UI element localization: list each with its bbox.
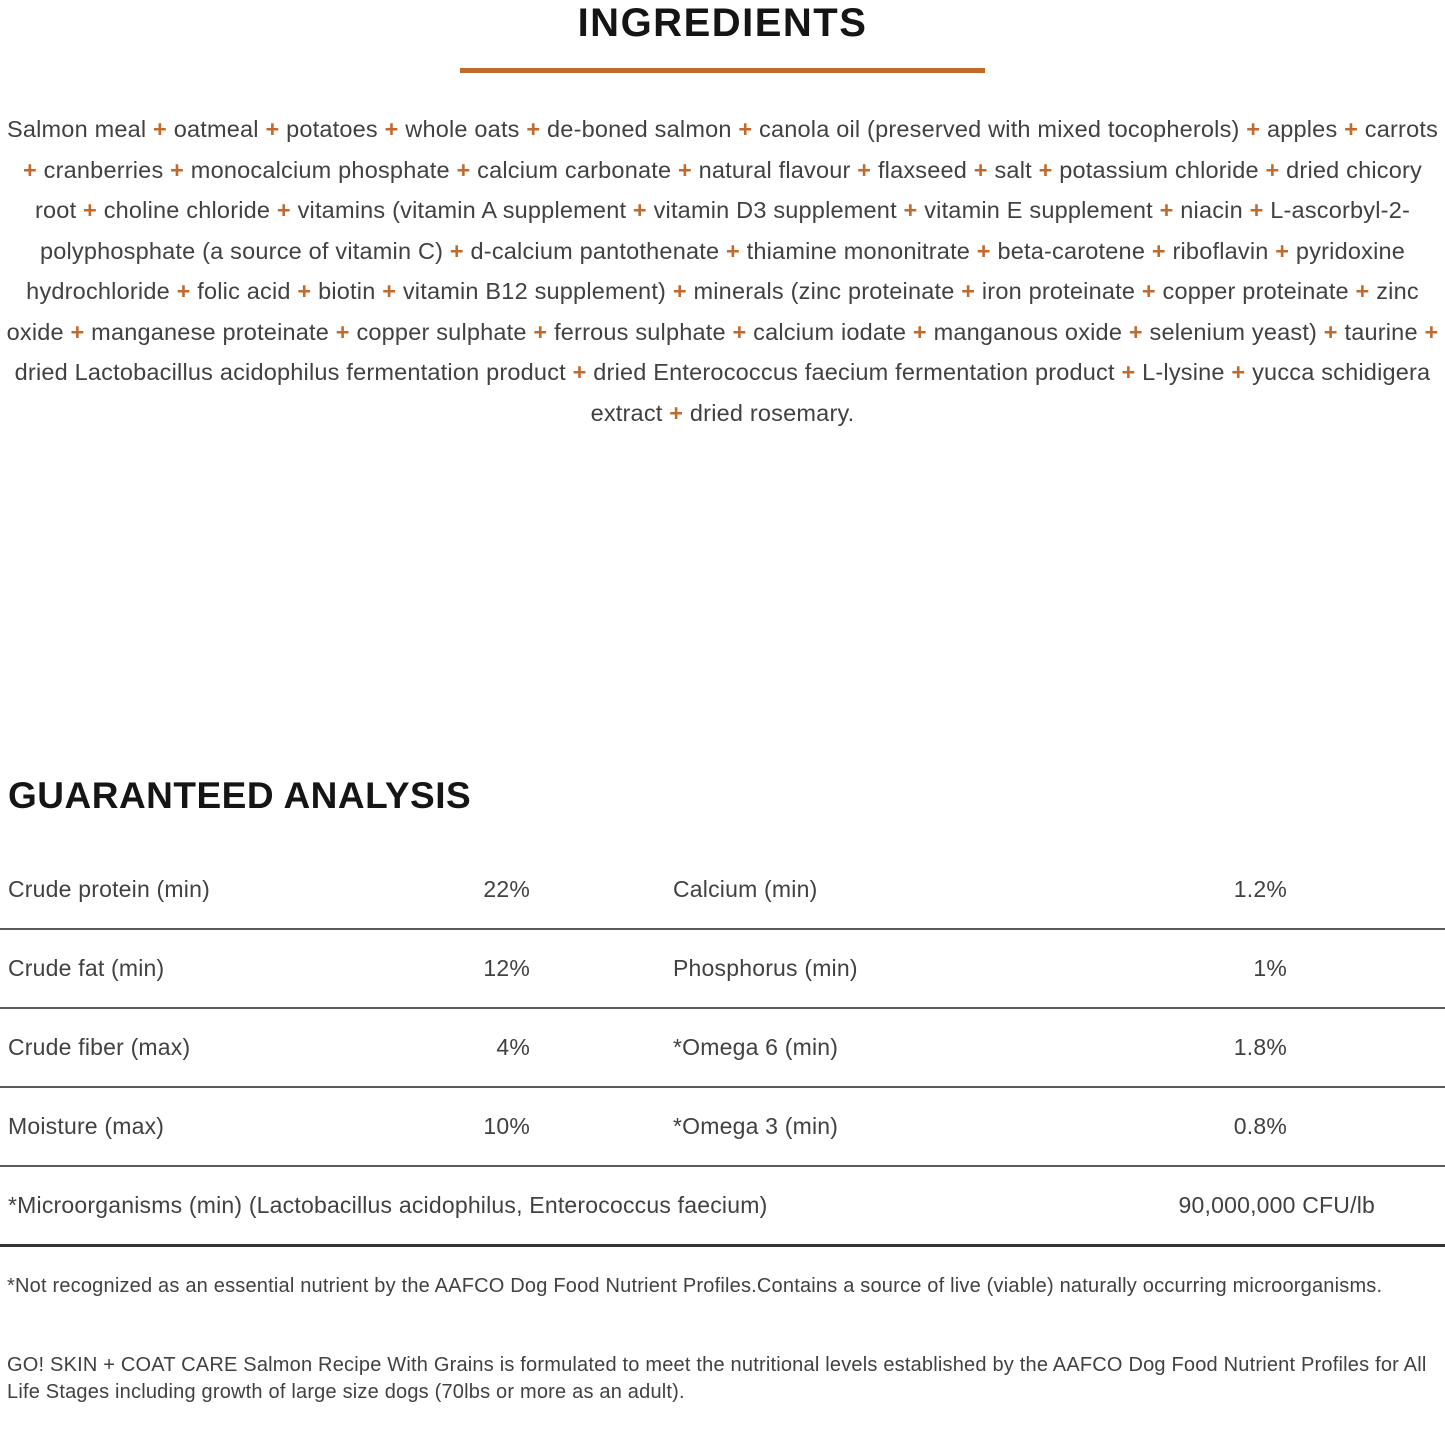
plus-separator: +	[731, 116, 760, 142]
plus-separator: +	[258, 116, 287, 142]
analysis-right-value: 1%	[1253, 955, 1287, 981]
accent-divider	[460, 68, 985, 73]
ingredients-title: INGREDIENTS	[577, 1, 868, 45]
plus-separator: +	[954, 278, 982, 304]
ingredient-item: manganese proteinate	[91, 318, 330, 345]
ingredient-item: potassium chloride	[1059, 156, 1259, 183]
ingredient-item: calcium iodate	[753, 318, 907, 345]
plus-separator: +	[270, 197, 298, 223]
ingredient-item: flaxseed	[877, 156, 968, 183]
plus-separator: +	[163, 156, 191, 183]
ingredient-item: yucca schidigera extract	[590, 359, 1431, 426]
plus-separator: +	[1239, 116, 1267, 142]
plus-separator: +	[290, 278, 319, 304]
ingredient-item: pyridoxine hydrochloride	[26, 237, 1406, 304]
ingredient-item: zinc oxide	[6, 278, 1419, 345]
plus-separator: +	[1417, 318, 1439, 345]
plus-separator: +	[449, 156, 478, 183]
plus-separator: +	[1152, 197, 1181, 223]
plus-separator: +	[1268, 237, 1296, 264]
ingredient-item: iron proteinate	[981, 278, 1136, 304]
ingredient-item: dried Lactobacillus acidophilus fermentation product	[14, 359, 566, 385]
guaranteed-analysis-table	[0, 851, 1445, 1247]
microorganisms-label: *Microorganisms (min) (Lactobacillus acidophilus, Enterococcus faecium)	[8, 1192, 768, 1218]
ingredient-item: apples	[1266, 116, 1338, 142]
ingredient-item: dried Enterococcus faecium fermentation product	[593, 359, 1115, 385]
ingredient-item: whole oats	[405, 116, 520, 142]
ingredient-item: taurine	[1344, 318, 1418, 345]
analysis-left-label: Crude fiber (max)	[8, 1034, 191, 1060]
ingredient-item: beta-carotene	[997, 237, 1146, 264]
guaranteed-analysis-title: GUARANTEED ANALYSIS	[8, 775, 472, 816]
ingredient-item: ferrous sulphate	[554, 318, 726, 345]
footnote-formulation: GO! SKIN + COAT CARE Salmon Recipe With Grains is formulated to meet the nutritional levels established by the AAFCO Dog Food Nutrient Profiles for All Life Stages including growth of large size dogs (70lbs or more as an adult).	[7, 1353, 1427, 1403]
plus-separator: +	[169, 278, 198, 304]
plus-separator: +	[626, 197, 654, 223]
plus-separator: +	[1145, 237, 1173, 264]
plus-separator: +	[1135, 278, 1163, 304]
analysis-row	[0, 1009, 1445, 1088]
ingredient-item: potatoes	[286, 116, 378, 142]
plus-separator: +	[329, 318, 357, 345]
analysis-row	[0, 851, 1445, 930]
plus-separator: +	[970, 237, 998, 264]
analysis-row	[0, 930, 1445, 1009]
analysis-left-label: Crude fat (min)	[8, 955, 165, 981]
footnote-aafco-nutrient: *Not recognized as an essential nutrient by the AAFCO Dog Food Nutrient Profiles.Contains a source of live (viable) naturally occurring microorganisms.	[7, 1275, 1383, 1297]
ingredient-item: vitamins (vitamin A supplement	[297, 197, 627, 223]
ingredient-item: folic acid	[197, 278, 291, 304]
ingredient-item: carrots	[1364, 116, 1439, 142]
analysis-left-label: Moisture (max)	[8, 1113, 165, 1139]
plus-separator: +	[1317, 318, 1345, 345]
plus-separator: +	[23, 156, 44, 183]
ingredient-item: L-lysine	[1142, 359, 1225, 385]
plus-separator: +	[1258, 156, 1287, 183]
analysis-right-value: 1.8%	[1233, 1034, 1287, 1060]
ingredient-item: oatmeal	[173, 116, 259, 142]
plus-separator: +	[896, 197, 925, 223]
analysis-left-label: Crude protein (min)	[8, 876, 210, 902]
plus-separator: +	[1224, 359, 1253, 385]
ingredient-item: calcium carbonate	[477, 156, 672, 183]
analysis-left-value: 12%	[483, 955, 530, 981]
analysis-right-label: Calcium (min)	[673, 876, 818, 902]
plus-separator: +	[76, 197, 104, 223]
plus-separator: +	[1114, 359, 1143, 385]
analysis-right-label: Phosphorus (min)	[673, 955, 858, 981]
ingredients-paragraph	[0, 109, 1445, 433]
plus-separator: +	[725, 318, 754, 345]
ingredient-item: vitamin B12 supplement)	[402, 278, 667, 304]
analysis-right-value: 1.2%	[1233, 876, 1287, 902]
ingredient-item: natural flavour	[698, 156, 851, 183]
analysis-right-label: *Omega 3 (min)	[673, 1113, 839, 1139]
plus-separator: +	[377, 116, 406, 142]
ingredient-item: thiamine mononitrate	[746, 237, 971, 264]
ingredient-item: vitamin D3 supplement	[653, 197, 897, 223]
plus-separator: +	[850, 156, 878, 183]
ingredient-item: de-boned salmon	[547, 116, 732, 142]
plus-separator: +	[443, 237, 471, 264]
microorganisms-value: 90,000,000 CFU/lb	[1178, 1192, 1375, 1218]
ingredient-item: riboflavin	[1172, 237, 1269, 264]
plus-separator: +	[526, 318, 555, 345]
ingredient-item: dried chicory root	[35, 156, 1422, 223]
ingredient-item: monocalcium phosphate	[190, 156, 450, 183]
ingredient-item: copper sulphate	[356, 318, 527, 345]
analysis-right-label: *Omega 6 (min)	[673, 1034, 839, 1060]
ingredient-item: canola oil (preserved with mixed tocopherols)	[759, 116, 1240, 142]
microorganisms-row	[0, 1167, 1445, 1247]
ingredient-item: Salmon meal	[6, 116, 147, 142]
ingredient-item: niacin	[1180, 197, 1243, 223]
plus-separator: +	[146, 116, 174, 142]
plus-separator: +	[1122, 318, 1150, 345]
plus-separator: +	[63, 318, 92, 345]
plus-separator: +	[375, 278, 403, 304]
plus-separator: +	[519, 116, 548, 142]
ingredient-item: manganous oxide	[933, 318, 1123, 345]
ingredient-item: choline chloride	[103, 197, 271, 223]
plus-separator: +	[565, 359, 594, 385]
plus-separator: +	[671, 156, 699, 183]
analysis-left-value: 10%	[483, 1113, 530, 1139]
plus-separator: +	[906, 318, 934, 345]
ingredient-item: biotin	[318, 278, 376, 304]
ingredient-item: salt	[994, 156, 1032, 183]
ingredient-item: minerals (zinc proteinate	[693, 278, 955, 304]
ingredient-item: L-ascorbyl-2-polyphosphate (a source of vitamin C)	[39, 197, 1410, 264]
plus-separator: +	[1031, 156, 1060, 183]
ingredient-item: dried rosemary.	[689, 399, 855, 426]
ingredient-item: d-calcium pantothenate	[470, 237, 720, 264]
ingredient-item: selenium yeast)	[1149, 318, 1318, 345]
plus-separator: +	[1337, 116, 1365, 142]
plus-separator: +	[967, 156, 995, 183]
ingredient-item: vitamin E supplement	[924, 197, 1153, 223]
analysis-left-value: 22%	[483, 876, 530, 902]
analysis-row	[0, 1088, 1445, 1167]
ingredient-item: copper proteinate	[1162, 278, 1349, 304]
ingredient-item: cranberries	[43, 156, 164, 183]
plus-separator: +	[666, 278, 694, 304]
plus-separator: +	[1242, 197, 1271, 223]
plus-separator: +	[662, 399, 690, 426]
analysis-right-value: 0.8%	[1233, 1113, 1287, 1139]
plus-separator: +	[1348, 278, 1377, 304]
plus-separator: +	[719, 237, 747, 264]
analysis-left-value: 4%	[496, 1034, 530, 1060]
